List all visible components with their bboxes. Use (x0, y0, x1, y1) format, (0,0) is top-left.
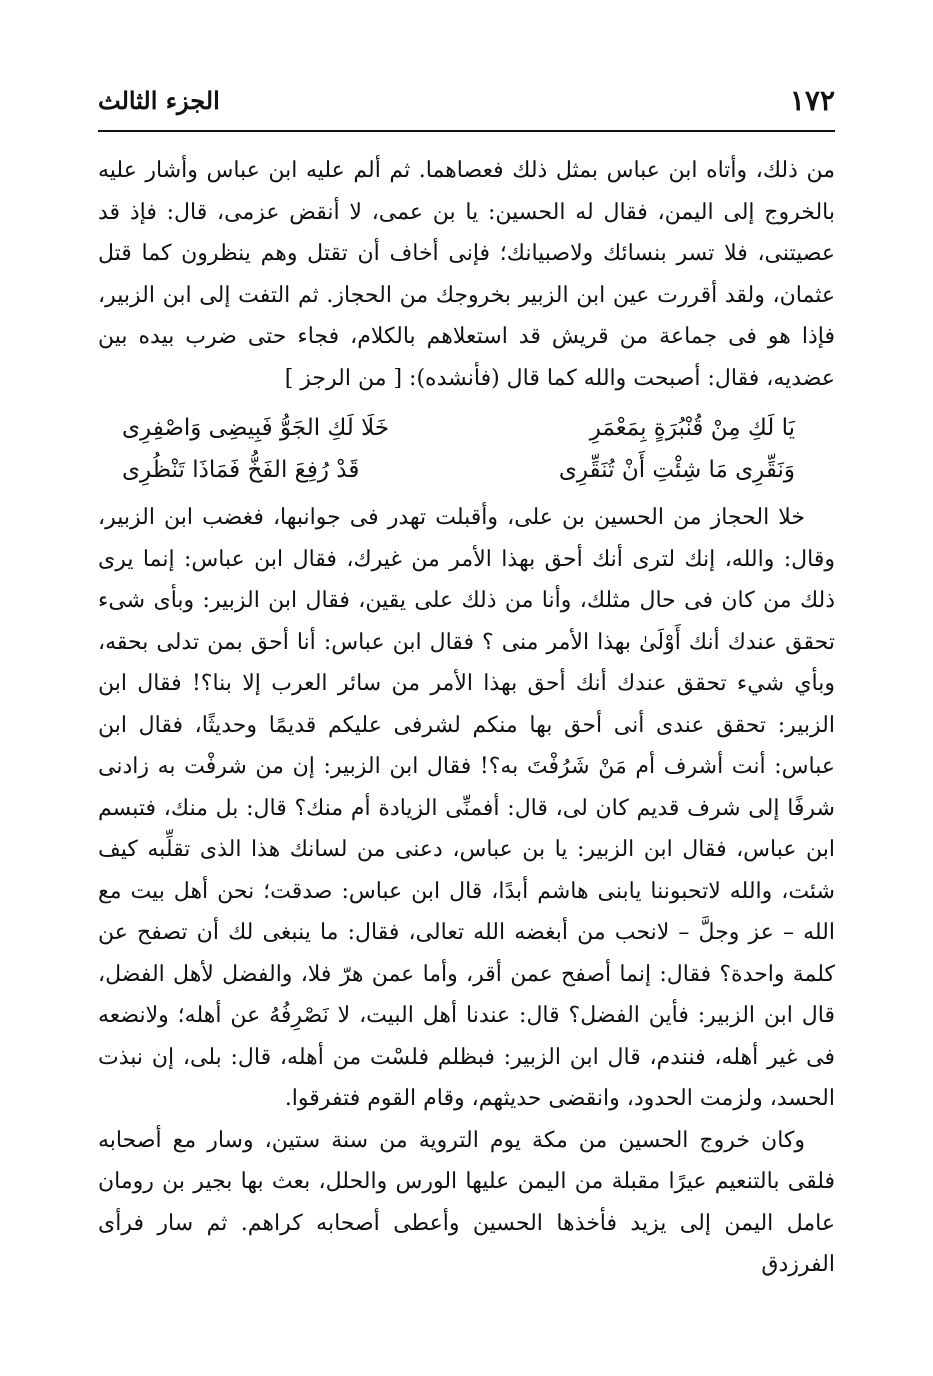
page-number: ١٧٢ (789, 84, 835, 117)
paragraph-3: وكان خروج الحسين من مكة يوم التروية من سنة ستين، وسار مع أصحابه فلقى بالتنعيم عيرًا مقبلة من اليمن عليها الورس والحلل، بعث بها بجير بن رومان عامل اليمن إلى يزيد فأخذها الحسين وأعطى أصحابه كراهم. ثم سار فرأى الفرزدق (98, 1127, 835, 1277)
verse-line-1-second-hemistich: خَلَا لَكِ الجَوُّ فَبِيضِى وَاصْفِرِى (122, 415, 390, 441)
verse-line-2-first-hemistich: وَنَقِّرِى مَا شِئْتِ أَنْ تُنَقِّرِى (558, 457, 795, 483)
part-title: الجزء الثالث (98, 86, 220, 115)
running-header (98, 84, 835, 124)
verse-line-1-first-hemistich: يَا لَكِ مِنْ قُنْبُرَةٍ بِمَعْمَرِ (589, 415, 795, 441)
verse-line-2 (98, 449, 835, 491)
poem-verse (98, 407, 835, 491)
paragraph-1: من ذلك، وأتاه ابن عباس بمثل ذلك فعصاهما. ثم ألم عليه ابن عباس وأشار عليه بالخروج إلى اليمن، فقال له الحسين: يا بن عمى، لا أنقض عزمى، قال: فإذ قد عصيتنى، فلا تسر بنسائك ولاصبيانك؛ فإنى أخاف أن تقتل وهم ينظرون كما قتل عثمان، ولقد أقررت عين ابن الزبير بخروجك من الحجاز. ثم التفت إلى ابن الزبير، فإذا هو فى جماعة من قريش قد استعلاهم بالكلام، فجاء حتى ضرب بيده بين عضديه، فقال: أصبحت والله كما قال (فأنشده): [ من الرجز ] (98, 158, 835, 391)
body-text (98, 150, 835, 1286)
header-divider (98, 130, 835, 132)
verse-line-1 (98, 407, 835, 449)
verse-line-2-second-hemistich: قَدْ رُفِعَ الفَخُّ فَمَاذَا تَنْظُرِى (122, 457, 360, 483)
paragraph-2: خلا الحجاز من الحسين بن على، وأقبلت تهدر فى جوانبها، فغضب ابن الزبير، وقال: والله، إنك لترى أنك أحق بهذا الأمر من غيرك، فقال ابن عباس: إنما يرى ذلك من كان فى حال مثلك، وأنا من ذلك على يقين، فقال ابن الزبير: وبأى شىء تحقق عندك أنك أَوْلَىٰ بهذا الأمر منى ؟ فقال ابن عباس: أنا أحق بمن تدلى بحقه، وبأي شيء تحقق عندك أنك أحق بهذا الأمر من سائر العرب إلا بنا؟! فقال ابن الزبير: تحقق عندى أنى أحق بها منكم لشرفى عليكم قديمًا وحديثًا، فقال ابن عباس: أنت أشرف أم مَنْ شَرُفْتَ به؟! فقال ابن الزبير: إن من شرفْت به زادنى شرفًا إلى شرف قديم كان لى، قال: أفمنِّى الزيادة أم منك؟ قال: بل منك، فتبسم ابن عباس، فقال ابن الزبير: يا بن عباس، دعنى من لسانك هذا الذى تقلِّبه كيف شئت، والله لاتحبوننا يابنى هاشم أبدًا، قال ابن عباس: صدقت؛ نحن أهل بيت مع الله – عز وجلَّ – لانحب من أبغضه الله تعالى، فقال: ما ينبغى لك أن تصفح عن كلمة واحدة؟ فقال: إنما أصفح عمن أقر، وأما عمن هرّ فلا، والفضل لأهل الفضل، قال ابن الزبير: فأين الفضل؟ قال: عندنا أهل البيت، لا نَصْرِفُهُ عن أهله؛ ولانضعه فى غير أهله، فنندم، قال ابن الزبير: فبظلم فلسْت من أهله، قال: بلى، إن نبذت الحسد، ولزمت الحدود، وانقضى حديثهم، وقام القوم فتفرقوا. (98, 505, 835, 1111)
